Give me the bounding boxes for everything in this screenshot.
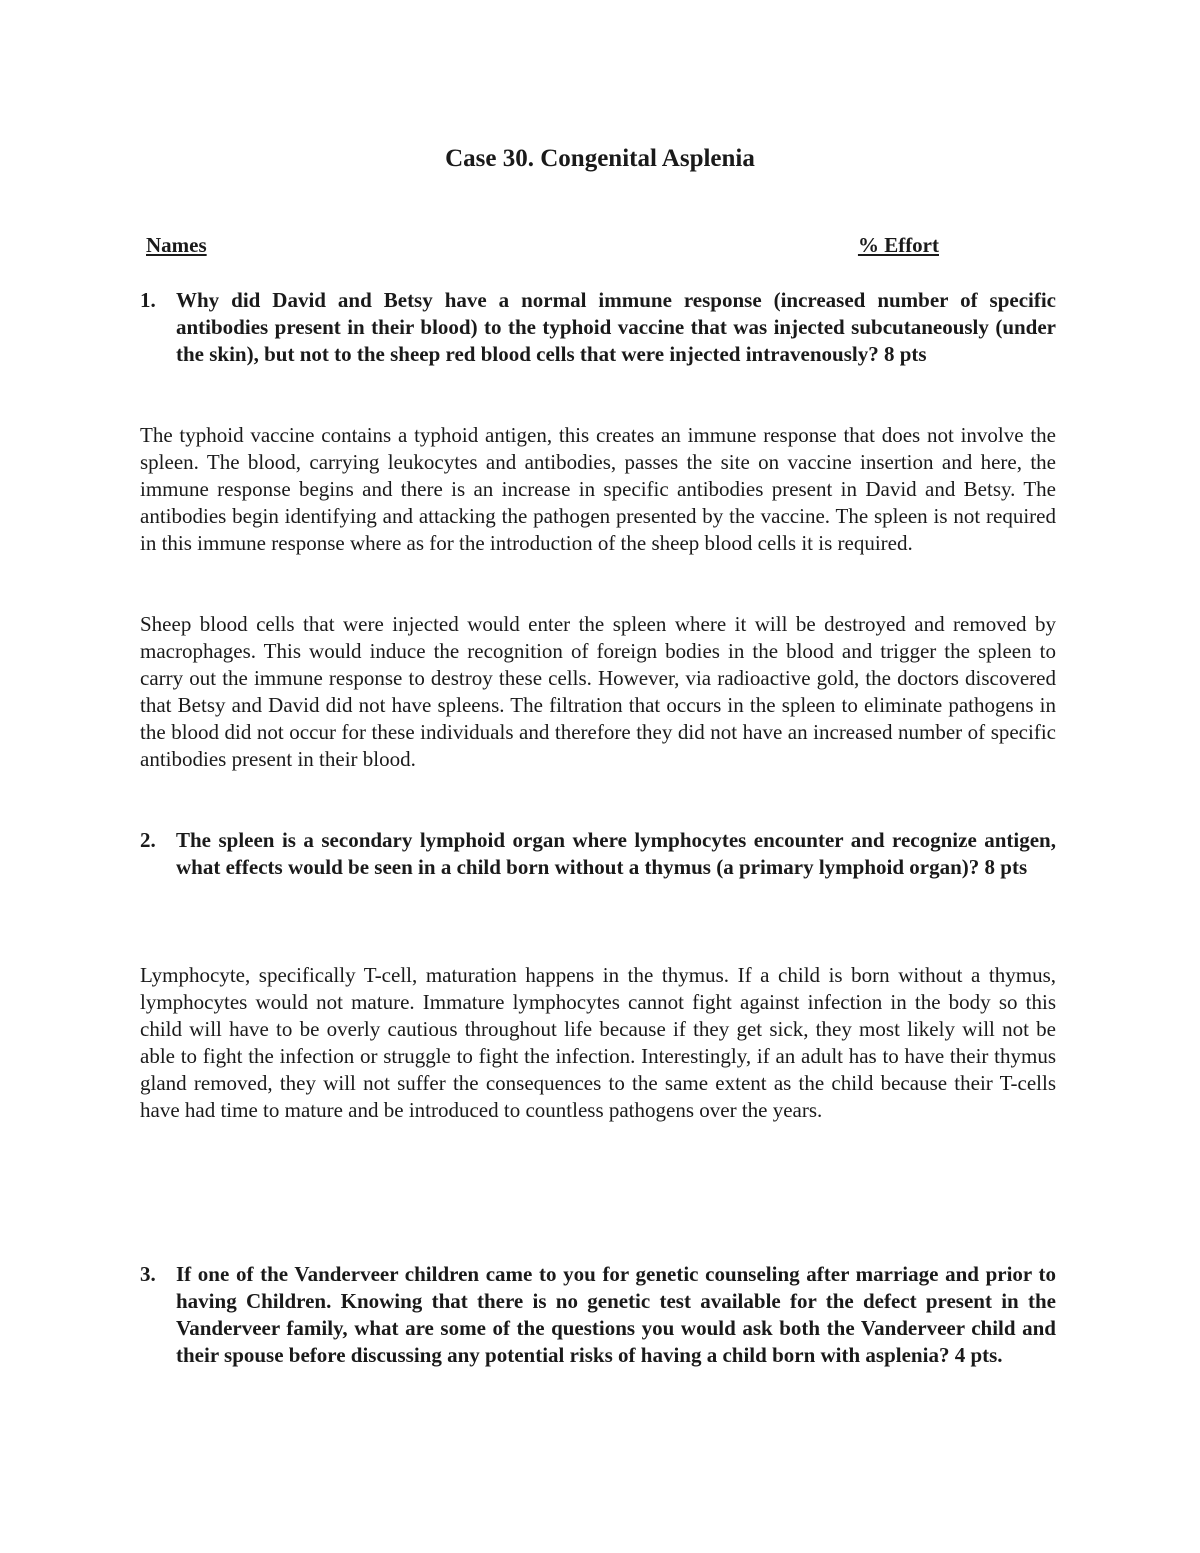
question-3	[140, 1261, 1056, 1369]
page-title: Case 30. Congenital Asplenia	[445, 145, 755, 172]
question-text: If one of the Vanderveer children came to you for genetic counseling after marriage and prior to having Children. Knowing that there is no genetic test available for the defect present in the Vanderveer family, what are some of the questions you would ask both the Vanderveer child and their spouse before discussing any potential risks of having a child born with asplenia? 4 pts.	[176, 1262, 1056, 1367]
answer-paragraph: The typhoid vaccine contains a typhoid antigen, this creates an immune response that does not involve the spleen. The blood, carrying leukocytes and antibodies, passes the site on vaccine insertion and here, the immune response begins and there is an increase in specific antibodies present in David and Betsy. The antibodies begin identifying and attacking the pathogen presented by the vaccine. The spleen is not required in this immune response where as for the introduction of the sheep blood cells it is required.	[140, 423, 1056, 555]
question-text: The spleen is a secondary lymphoid organ where lymphocytes encounter and recognize antigen, what effects would be seen in a child born without a thymus (a primary lymphoid organ)? 8 pts	[176, 828, 1056, 879]
question-number: 3.	[140, 1262, 156, 1286]
effort-column-label: % Effort	[857, 233, 939, 257]
question-number: 1.	[140, 288, 156, 312]
question-2	[140, 827, 1056, 881]
question-text: Why did David and Betsy have a normal immune response (increased number of specific antibodies present in their blood) to the typhoid vaccine that was injected subcutaneously (under the skin), but not to the sheep red blood cells that were injected intravenously? 8 pts	[176, 288, 1056, 366]
answer-paragraph: Lymphocyte, specifically T-cell, maturation happens in the thymus. If a child is born without a thymus, lymphocytes would not mature. Immature lymphocytes cannot fight against infection in the body so this child will have to be overly cautious throughout life because if they get sick, they most likely will not be able to fight the infection or struggle to fight the infection. Interestingly, if an adult has to have their thymus gland removed, they will not suffer the consequences to the same extent as the child because their T-cells have had time to mature and be introduced to countless pathogens over the years.	[140, 963, 1056, 1122]
answer-paragraph: Sheep blood cells that were injected would enter the spleen where it will be destroyed and removed by macrophages. This would induce the recognition of foreign bodies in the blood and trigger the spleen to carry out the immune response to destroy these cells. However, via radioactive gold, the doctors discovered that Betsy and David did not have spleens. The filtration that occurs in the spleen to eliminate pathogens in the blood did not occur for these individuals and therefore they did not have an increased number of specific antibodies present in their blood.	[140, 612, 1056, 771]
question-number: 2.	[140, 828, 156, 852]
question-1	[140, 287, 1056, 368]
names-column-label: Names	[146, 233, 207, 257]
